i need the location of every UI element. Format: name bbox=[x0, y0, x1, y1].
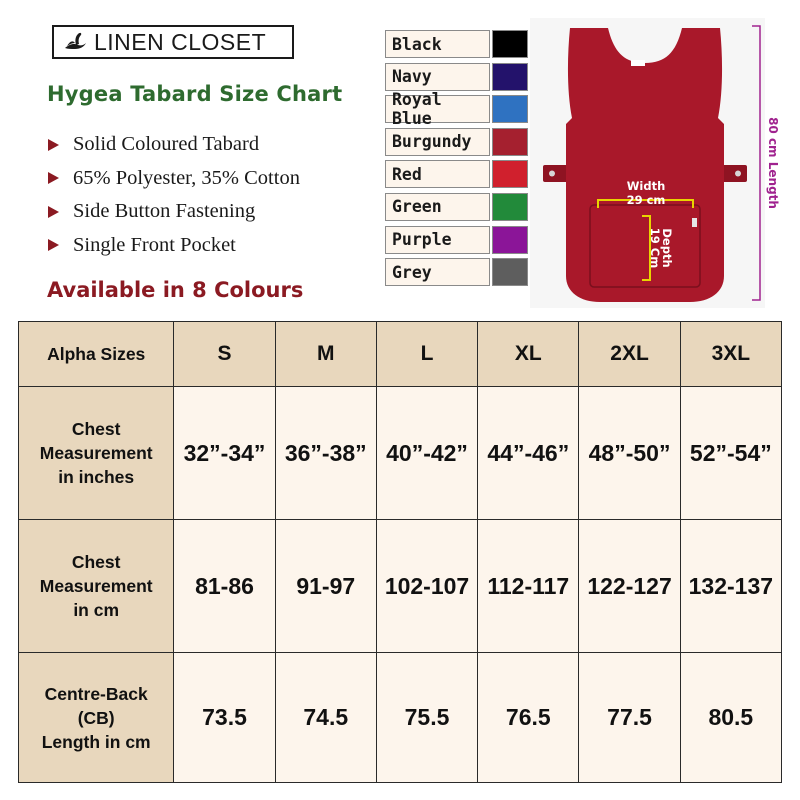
table-cell: 76.5 bbox=[478, 653, 579, 783]
size-header: 2XL bbox=[579, 322, 680, 387]
width-value: 29 cm bbox=[626, 193, 666, 207]
table-cell: 74.5 bbox=[275, 653, 376, 783]
colour-swatch[interactable] bbox=[385, 258, 528, 286]
table-cell: 75.5 bbox=[376, 653, 477, 783]
size-header: XL bbox=[478, 322, 579, 387]
colour-name: Purple bbox=[385, 226, 490, 254]
colour-swatch[interactable] bbox=[385, 90, 528, 129]
colour-name: Green bbox=[385, 193, 490, 221]
triangle-bullet-icon bbox=[48, 239, 59, 251]
colour-swatch[interactable] bbox=[385, 193, 528, 221]
colour-chip bbox=[492, 226, 528, 254]
size-header: M bbox=[275, 322, 376, 387]
table-cell: 132-137 bbox=[680, 520, 781, 653]
length-label: 80 cm Length bbox=[766, 117, 780, 209]
feature-item: Side Button Fastening bbox=[48, 195, 300, 229]
button-icon bbox=[735, 171, 741, 177]
feature-item: Single Front Pocket bbox=[48, 229, 300, 263]
table-cell: 112-117 bbox=[478, 520, 579, 653]
size-header: 3XL bbox=[680, 322, 781, 387]
table-cell: 36”-38” bbox=[275, 387, 376, 520]
table-cell: 81-86 bbox=[174, 520, 275, 653]
brand-logo bbox=[52, 25, 294, 59]
table-cell: 32”-34” bbox=[174, 387, 275, 520]
table-row bbox=[19, 520, 782, 653]
neck-label bbox=[631, 60, 645, 66]
table-cell: 52”-54” bbox=[680, 387, 781, 520]
table-header-row bbox=[19, 322, 782, 387]
button-icon bbox=[549, 171, 555, 177]
depth-value: 19 Cm bbox=[648, 227, 662, 269]
tabard-illustration bbox=[530, 18, 800, 308]
size-header: L bbox=[376, 322, 477, 387]
page-title: Hygea Tabard Size Chart bbox=[47, 82, 343, 106]
colour-chip bbox=[492, 258, 528, 286]
table-cell: 91-97 bbox=[275, 520, 376, 653]
colour-name: Red bbox=[385, 160, 490, 188]
table-cell: 77.5 bbox=[579, 653, 680, 783]
colour-chip bbox=[492, 193, 528, 221]
row-label-cb-length: Centre-Back (CB) Length in cm bbox=[19, 653, 174, 783]
colour-chip bbox=[492, 63, 528, 91]
colour-swatch[interactable] bbox=[385, 226, 528, 254]
feature-list bbox=[48, 128, 300, 262]
table-cell: 40”-42” bbox=[376, 387, 477, 520]
colour-name: Royal Blue bbox=[385, 95, 490, 123]
colour-swatch-list bbox=[385, 30, 528, 291]
triangle-bullet-icon bbox=[48, 172, 59, 184]
colour-chip bbox=[492, 160, 528, 188]
available-colours-heading: Available in 8 Colours bbox=[47, 278, 304, 302]
table-row bbox=[19, 387, 782, 520]
colour-swatch[interactable] bbox=[385, 128, 528, 156]
colour-swatch[interactable] bbox=[385, 160, 528, 188]
colour-name: Burgundy bbox=[385, 128, 490, 156]
table-cell: 80.5 bbox=[680, 653, 781, 783]
width-label: Width bbox=[626, 179, 666, 193]
row-label-chest-inches: Chest Measurement in inches bbox=[19, 387, 174, 520]
triangle-bullet-icon bbox=[48, 206, 59, 218]
size-chart-table bbox=[18, 321, 782, 783]
feature-item: 65% Polyester, 35% Cotton bbox=[48, 162, 300, 196]
row-label-chest-cm: Chest Measurement in cm bbox=[19, 520, 174, 653]
alpha-sizes-header: Alpha Sizes bbox=[19, 322, 174, 387]
colour-swatch[interactable] bbox=[385, 63, 528, 91]
colour-name: Black bbox=[385, 30, 490, 58]
table-cell: 73.5 bbox=[174, 653, 275, 783]
table-row bbox=[19, 653, 782, 783]
colour-name: Navy bbox=[385, 63, 490, 91]
brand-name: LINEN CLOSET bbox=[94, 28, 267, 55]
colour-chip bbox=[492, 128, 528, 156]
table-cell: 102-107 bbox=[376, 520, 477, 653]
colour-chip bbox=[492, 30, 528, 58]
feature-item: Solid Coloured Tabard bbox=[48, 128, 300, 162]
table-cell: 44”-46” bbox=[478, 387, 579, 520]
colour-name: Grey bbox=[385, 258, 490, 286]
depth-label: Depth bbox=[660, 228, 674, 268]
size-header: S bbox=[174, 322, 275, 387]
triangle-bullet-icon bbox=[48, 139, 59, 151]
pocket-tag bbox=[692, 218, 697, 227]
table-cell: 48”-50” bbox=[579, 387, 680, 520]
swan-icon bbox=[62, 31, 88, 53]
table-cell: 122-127 bbox=[579, 520, 680, 653]
colour-swatch[interactable] bbox=[385, 30, 528, 58]
colour-chip bbox=[492, 95, 528, 123]
